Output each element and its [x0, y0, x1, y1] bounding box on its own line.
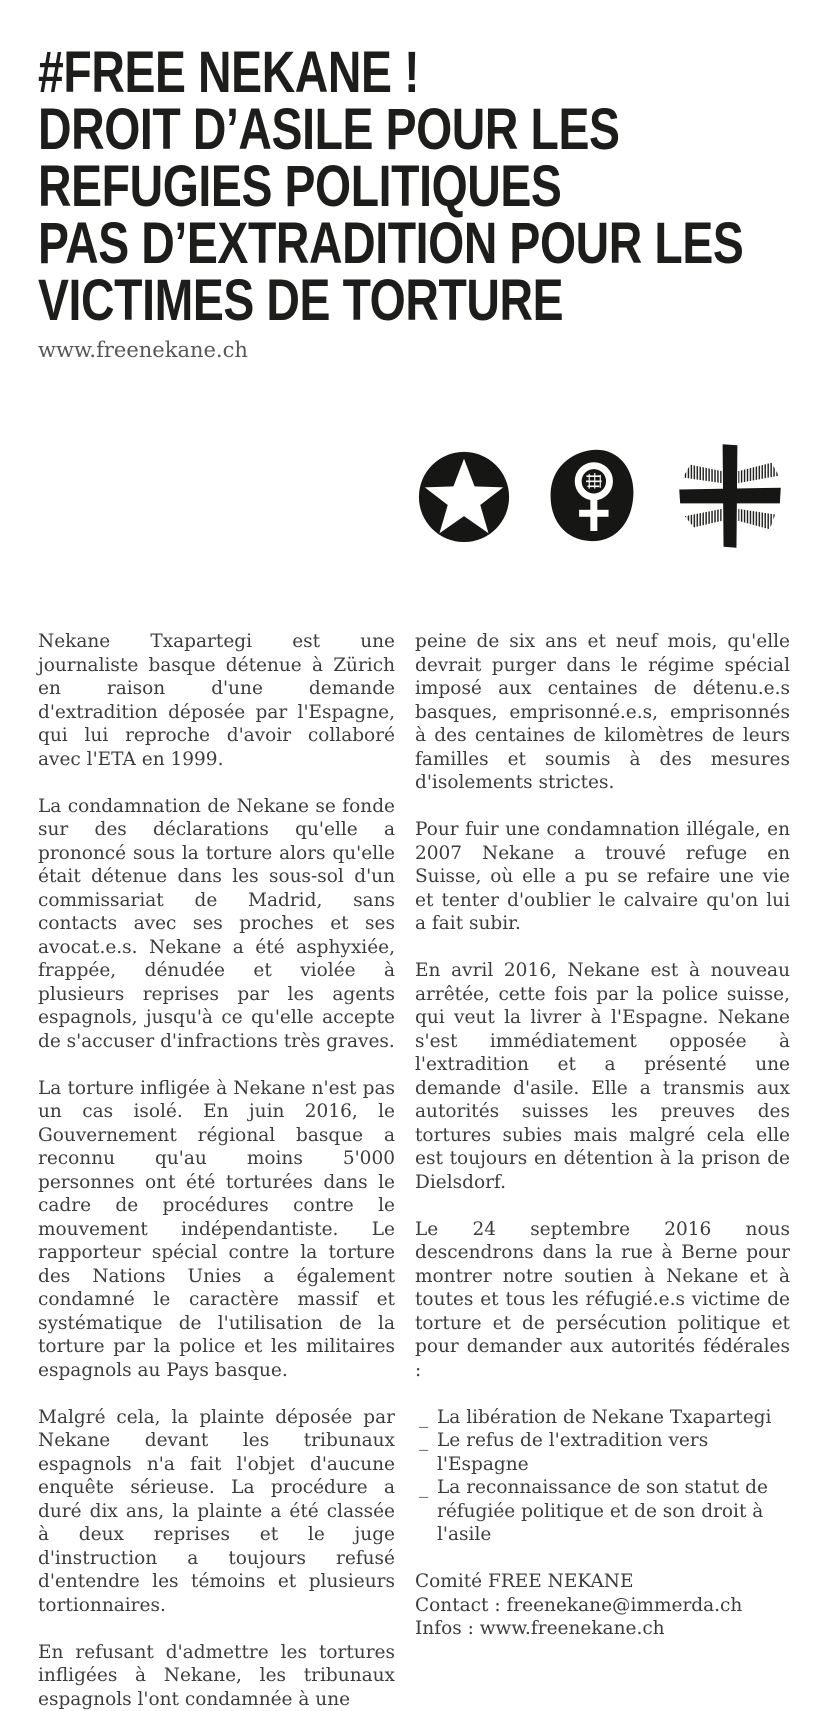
- headline-line-5: VICTIMES DE TORTURE: [38, 272, 640, 329]
- demand-text: Le refus de l'extradition vers l'Espagne: [437, 1429, 790, 1476]
- icons-cell: [415, 438, 790, 554]
- paragraph: La condamnation de Nekane se fonde sur des déclarations qu'elle a prononcé sous la torture alors qu'elle était détenue dans les sous-sol d'un commissariat de Madrid, sans contacts avec ses proches et ses avocat.e.s. Nekane a été asphyxiée, frappée, dénudée et violée à plusieurs reprises par les agents espagnols, jusqu'à ce qu'elle accepte de s'accuser d'infractions très graves.: [38, 795, 395, 1054]
- demands-list: [415, 1406, 790, 1547]
- contact-block: [415, 1570, 790, 1641]
- headline-line-3: REFUGIES POLITIQUES: [38, 158, 640, 215]
- contact-email: Contact : freenekane@immerda.ch: [415, 1594, 790, 1618]
- feminist-fist-icon: [546, 446, 638, 546]
- demand-item: [415, 1476, 790, 1547]
- demand-text: La reconnaissance de son statut de réfugiée politique et de son droit à l'asile: [437, 1476, 790, 1547]
- committee-name: Comité FREE NEKANE: [415, 1570, 790, 1594]
- paragraph: Pour fuir une condamnation illégale, en 2007 Nekane a trouvé refuge en Suisse, où elle a pu se refaire une vie et tenter d'oublier le calvaire qu'on lui a fait subir.: [415, 818, 790, 936]
- headline-line-4: PAS D’EXTRADITION POUR LES: [38, 215, 640, 272]
- right-column: [415, 630, 790, 1711]
- paragraph: En refusant d'admettre les tortures infligées à Nekane, les tribunaux espagnols l'ont condamnée à une: [38, 1641, 395, 1711]
- info-url: Infos : www.freenekane.ch: [415, 1617, 790, 1641]
- underscore-bullet: _: [415, 1429, 437, 1453]
- demand-item: [415, 1429, 790, 1476]
- paragraph: La torture infligée à Nekane n'est pas un cas isolé. En juin 2016, le Gouvernement régional basque a reconnu qu'au moins 5'000 personnes ont été torturées dans le cadre de procédures contre le mouvement indépendantiste. Le rapporteur spécial contre la torture des Nations Unies a également condamné le caractère massif et systématique de l'utilisation de la torture par la police et les militaires espagnols au Pays basque.: [38, 1077, 395, 1383]
- underscore-bullet: _: [415, 1476, 437, 1500]
- paragraph: Malgré cela, la plainte déposée par Nekane devant les tribunaux espagnols n'a fait l'objet d'aucune enquête sérieuse. La procédure a duré dix ans, la plainte a été classée à deux reprises et le juge d'instruction a toujours refusé d'entendre les témoins et plusieurs tortionnaires.: [38, 1406, 395, 1618]
- header: [0, 0, 826, 362]
- paragraph: peine de six ans et neuf mois, qu'elle devrait purger dans le régime spécial imposé aux centaines de détenu.e.s basques, emprisonné.e.s, emprisonnés à des centaines de kilomètres de leurs familles et soumis à des mesures d'isolements strictes.: [415, 630, 790, 795]
- website-url: www.freenekane.ch: [38, 338, 790, 362]
- headline-line-2: DROIT D’ASILE POUR LES: [38, 101, 640, 158]
- paragraph: Le 24 septembre 2016 nous descendrons dans la rue à Berne pour montrer notre soutien à Nekane et à toutes et tous les réfugié.e.s victime de torture et de persécution politique et pour demander aux autorités fédérales :: [415, 1218, 790, 1383]
- radiant-cross-icon: [670, 438, 790, 554]
- left-column: [38, 630, 395, 1711]
- paragraph: En avril 2016, Nekane est à nouveau arrêtée, cette fois par la police suisse, qui veut la livrer à l'Espagne. Nekane s'est immédiatement opposée à l'extradition et a présenté une demande d'asile. Elle a transmis aux autorités suisses les preuves des tortures subies mais malgré cela elle est toujours en détention à la prison de Dielsdorf.: [415, 959, 790, 1194]
- underscore-bullet: _: [415, 1406, 437, 1430]
- headline-line-1: #FREE NEKANE !: [38, 44, 640, 101]
- demand-item: [415, 1406, 790, 1430]
- star-circle-icon: [415, 446, 513, 546]
- demand-text: La libération de Nekane Txapartegi: [437, 1406, 790, 1430]
- icons-row: [0, 438, 826, 554]
- paragraph: Nekane Txapartegi est une journaliste basque détenue à Zürich en raison d'une demande d'extradition déposée par l'Espagne, qui lui reproche d'avoir collaboré avec l'ETA en 1999.: [38, 630, 395, 771]
- article-body: [0, 630, 826, 1711]
